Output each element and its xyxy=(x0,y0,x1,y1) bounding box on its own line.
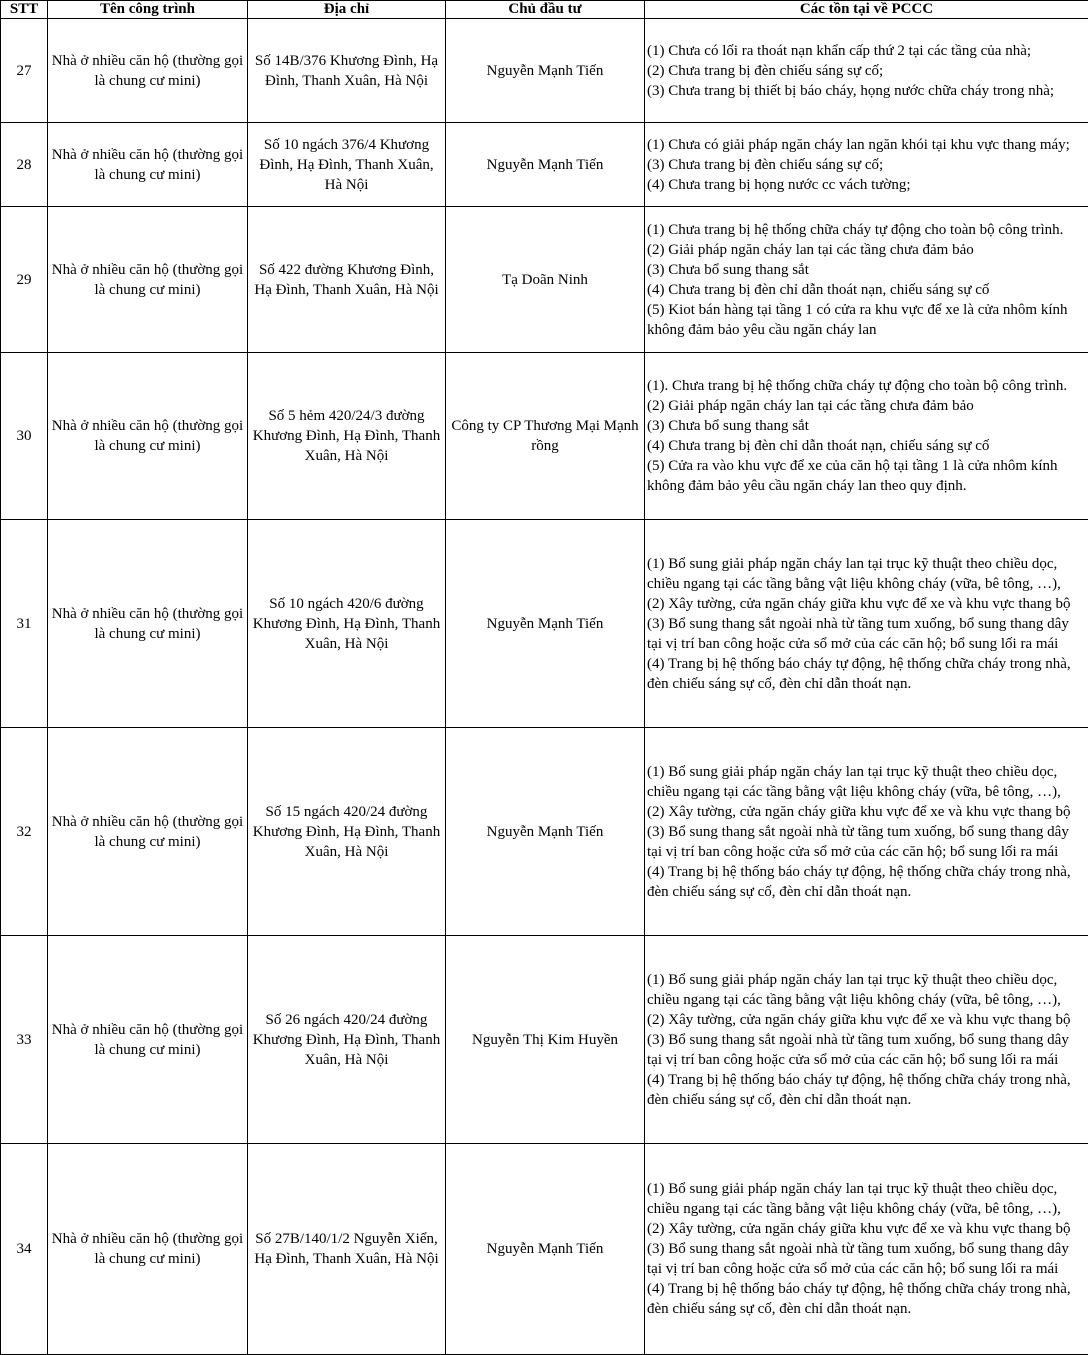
row-investor: Nguyễn Mạnh Tiến xyxy=(446,123,645,207)
row-project-name: Nhà ở nhiều căn hộ (thường gọi là chung cư mini) xyxy=(48,1144,248,1355)
issue-item: (5) Cửa ra vào khu vực để xe của căn hộ tại tầng 1 là cửa nhôm kính không đảm bảo yêu cầu ngăn cháy lan theo quy định. xyxy=(647,456,1086,496)
row-project-name: Nhà ở nhiều căn hộ (thường gọi là chung cư mini) xyxy=(48,520,248,728)
issue-item: (2) Xây tường, cửa ngăn cháy giữa khu vực để xe và khu vực thang bộ xyxy=(647,1010,1086,1030)
row-stt: 29 xyxy=(1,207,48,353)
row-fire-safety-issues xyxy=(645,207,1088,353)
row-stt: 30 xyxy=(1,353,48,520)
issue-item: (1). Chưa trang bị hệ thống chữa cháy tự động cho toàn bộ công trình. xyxy=(647,376,1086,396)
row-fire-safety-issues xyxy=(645,19,1088,123)
row-address: Số 15 ngách 420/24 đường Khương Đình, Hạ Đình, Thanh Xuân, Hà Nội xyxy=(248,728,446,936)
row-investor: Nguyễn Mạnh Tiến xyxy=(446,728,645,936)
row-fire-safety-issues xyxy=(645,936,1088,1144)
row-stt: 32 xyxy=(1,728,48,936)
table-row xyxy=(1,728,1088,936)
row-stt: 28 xyxy=(1,123,48,207)
table-body xyxy=(1,19,1088,1355)
table-row xyxy=(1,520,1088,728)
row-fire-safety-issues xyxy=(645,123,1088,207)
header-address: Địa chỉ xyxy=(248,1,446,19)
issue-item: (1) Bổ sung giải pháp ngăn cháy lan tại trục kỹ thuật theo chiều dọc, chiều ngang tại các tầng bằng vật liệu không cháy (vữa, bê tông, …), xyxy=(647,1179,1086,1219)
header-stt: STT xyxy=(1,1,48,19)
issue-item: (3) Chưa bổ sung thang sắt xyxy=(647,416,1086,436)
issue-item: (4) Chưa trang bị họng nước cc vách tường; xyxy=(647,175,1086,195)
issue-item: (2) Chưa trang bị đèn chiếu sáng sự cố; xyxy=(647,61,1086,81)
row-investor: Nguyễn Mạnh Tiến xyxy=(446,19,645,123)
issue-item: (5) Kiot bán hàng tại tầng 1 có cửa ra khu vực để xe là cửa nhôm kính không đảm bảo yêu cầu ngăn cháy lan xyxy=(647,300,1086,340)
issue-item: (1) Bổ sung giải pháp ngăn cháy lan tại trục kỹ thuật theo chiều dọc, chiều ngang tại các tầng bằng vật liệu không cháy (vữa, bê tông, …), xyxy=(647,762,1086,802)
issue-item: (3) Bổ sung thang sắt ngoài nhà từ tầng tum xuống, bổ sung thang dây tại vị trí ban công hoặc cửa sổ mở của các căn hộ; bổ sung lối ra mái xyxy=(647,822,1086,862)
row-stt: 31 xyxy=(1,520,48,728)
row-project-name: Nhà ở nhiều căn hộ (thường gọi là chung cư mini) xyxy=(48,123,248,207)
row-address: Số 26 ngách 420/24 đường Khương Đình, Hạ Đình, Thanh Xuân, Hà Nội xyxy=(248,936,446,1144)
issue-item: (1) Chưa trang bị hệ thống chữa cháy tự động cho toàn bộ công trình. xyxy=(647,220,1086,240)
row-project-name: Nhà ở nhiều căn hộ (thường gọi là chung cư mini) xyxy=(48,936,248,1144)
table-row xyxy=(1,19,1088,123)
issue-item: (2) Giải pháp ngăn cháy lan tại các tầng chưa đảm bảo xyxy=(647,240,1086,260)
row-investor: Nguyễn Thị Kim Huyền xyxy=(446,936,645,1144)
row-address: Số 422 đường Khương Đình, Hạ Đình, Thanh Xuân, Hà Nội xyxy=(248,207,446,353)
issue-item: (3) Bổ sung thang sắt ngoài nhà từ tầng tum xuống, bổ sung thang dây tại vị trí ban công hoặc cửa sổ mở của các căn hộ; bổ sung lối ra mái xyxy=(647,614,1086,654)
issue-item: (1) Bổ sung giải pháp ngăn cháy lan tại trục kỹ thuật theo chiều dọc, chiều ngang tại các tầng bằng vật liệu không cháy (vữa, bê tông, …), xyxy=(647,554,1086,594)
row-investor: Công ty CP Thương Mại Mạnh rồng xyxy=(446,353,645,520)
header-name: Tên công trình xyxy=(48,1,248,19)
issue-item: (2) Xây tường, cửa ngăn cháy giữa khu vực để xe và khu vực thang bộ xyxy=(647,1219,1086,1239)
row-stt: 33 xyxy=(1,936,48,1144)
row-project-name: Nhà ở nhiều căn hộ (thường gọi là chung cư mini) xyxy=(48,19,248,123)
row-project-name: Nhà ở nhiều căn hộ (thường gọi là chung cư mini) xyxy=(48,728,248,936)
header-investor: Chủ đầu tư xyxy=(446,1,645,19)
issue-item: (2) Xây tường, cửa ngăn cháy giữa khu vực để xe và khu vực thang bộ xyxy=(647,594,1086,614)
table-header-row xyxy=(1,1,1088,19)
issue-item: (4) Trang bị hệ thống báo cháy tự động, hệ thống chữa cháy trong nhà, đèn chiếu sáng sự cố, đèn chỉ dẫn thoát nạn. xyxy=(647,1070,1086,1110)
issue-item: (3) Bổ sung thang sắt ngoài nhà từ tầng tum xuống, bổ sung thang dây tại vị trí ban công hoặc cửa sổ mở của các căn hộ; bổ sung lối ra mái xyxy=(647,1239,1086,1279)
table-row xyxy=(1,936,1088,1144)
issue-item: (1) Bổ sung giải pháp ngăn cháy lan tại trục kỹ thuật theo chiều dọc, chiều ngang tại các tầng bằng vật liệu không cháy (vữa, bê tông, …), xyxy=(647,970,1086,1010)
row-address: Số 10 ngách 376/4 Khương Đình, Hạ Đình, Thanh Xuân, Hà Nội xyxy=(248,123,446,207)
row-fire-safety-issues xyxy=(645,520,1088,728)
issue-item: (4) Chưa trang bị đèn chỉ dẫn thoát nạn, chiếu sáng sự cố xyxy=(647,436,1086,456)
issue-item: (1) Chưa có lối ra thoát nạn khẩn cấp thứ 2 tại các tầng của nhà; xyxy=(647,41,1086,61)
row-stt: 27 xyxy=(1,19,48,123)
issue-item: (4) Trang bị hệ thống báo cháy tự động, hệ thống chữa cháy trong nhà, đèn chiếu sáng sự cố, đèn chỉ dẫn thoát nạn. xyxy=(647,1279,1086,1319)
issue-item: (4) Chưa trang bị đèn chỉ dẫn thoát nạn, chiếu sáng sự cố xyxy=(647,280,1086,300)
row-address: Số 10 ngách 420/6 đường Khương Đình, Hạ Đình, Thanh Xuân, Hà Nội xyxy=(248,520,446,728)
row-address: Số 27B/140/1/2 Nguyễn Xiển, Hạ Đình, Thanh Xuân, Hà Nội xyxy=(248,1144,446,1355)
table-row xyxy=(1,123,1088,207)
row-stt: 34 xyxy=(1,1144,48,1355)
issue-item: (4) Trang bị hệ thống báo cháy tự động, hệ thống chữa cháy trong nhà, đèn chiếu sáng sự cố, đèn chỉ dẫn thoát nạn. xyxy=(647,862,1086,902)
issue-item: (3) Chưa trang bị thiết bị báo cháy, họng nước chữa cháy trong nhà; xyxy=(647,81,1086,101)
table-row xyxy=(1,207,1088,353)
row-investor: Nguyễn Mạnh Tiến xyxy=(446,1144,645,1355)
issue-item: (2) Xây tường, cửa ngăn cháy giữa khu vực để xe và khu vực thang bộ xyxy=(647,802,1086,822)
row-investor: Tạ Doãn Ninh xyxy=(446,207,645,353)
row-fire-safety-issues xyxy=(645,353,1088,520)
row-fire-safety-issues xyxy=(645,728,1088,936)
row-project-name: Nhà ở nhiều căn hộ (thường gọi là chung cư mini) xyxy=(48,353,248,520)
issue-item: (3) Chưa trang bị đèn chiếu sáng sự cố; xyxy=(647,155,1086,175)
table-row xyxy=(1,353,1088,520)
issue-item: (2) Giải pháp ngăn cháy lan tại các tầng chưa đảm bảo xyxy=(647,396,1086,416)
issue-item: (3) Bổ sung thang sắt ngoài nhà từ tầng tum xuống, bổ sung thang dây tại vị trí ban công hoặc cửa sổ mở của các căn hộ; bổ sung lối ra mái xyxy=(647,1030,1086,1070)
row-investor: Nguyễn Mạnh Tiến xyxy=(446,520,645,728)
issue-item: (1) Chưa có giải pháp ngăn cháy lan ngăn khói tại khu vực thang máy; xyxy=(647,135,1086,155)
table-row xyxy=(1,1144,1088,1355)
row-fire-safety-issues xyxy=(645,1144,1088,1355)
issue-item: (4) Trang bị hệ thống báo cháy tự động, hệ thống chữa cháy trong nhà, đèn chiếu sáng sự cố, đèn chỉ dẫn thoát nạn. xyxy=(647,654,1086,694)
header-issues: Các tồn tại về PCCC xyxy=(645,1,1088,19)
issue-item: (3) Chưa bổ sung thang sắt xyxy=(647,260,1086,280)
row-address: Số 14B/376 Khương Đình, Hạ Đình, Thanh Xuân, Hà Nội xyxy=(248,19,446,123)
row-address: Số 5 hẻm 420/24/3 đường Khương Đình, Hạ Đình, Thanh Xuân, Hà Nội xyxy=(248,353,446,520)
row-project-name: Nhà ở nhiều căn hộ (thường gọi là chung cư mini) xyxy=(48,207,248,353)
